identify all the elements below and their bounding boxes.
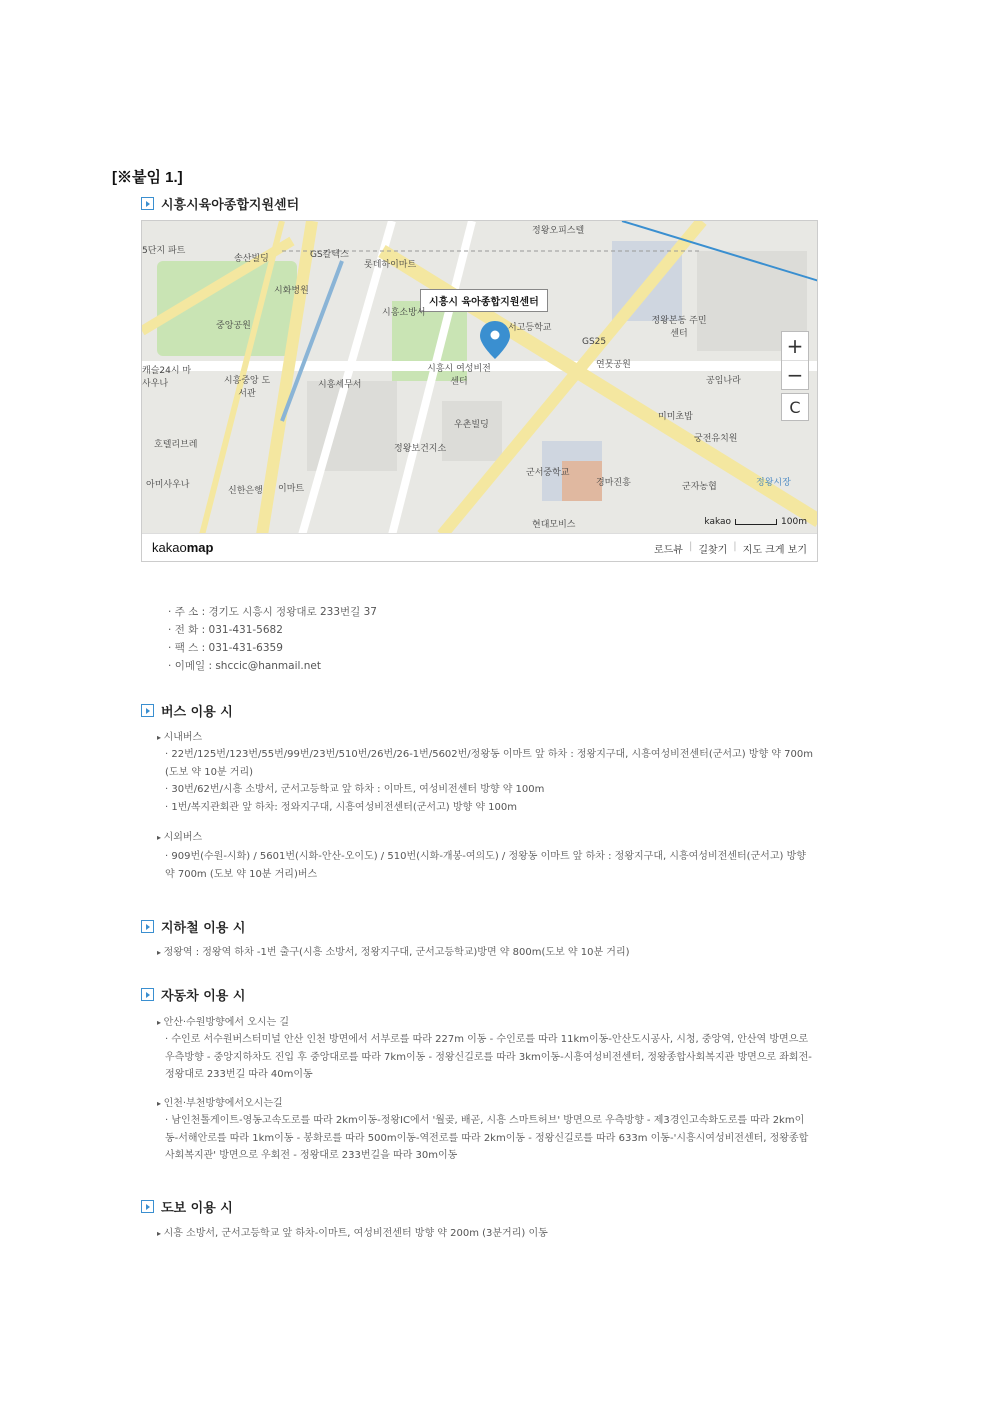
map-label: 캐슬24시 마사우나 <box>142 366 192 389</box>
car-title: 자동차 이용 시 <box>161 989 246 1004</box>
walk-text: ▸ 시흥 소방서, 군서고등학교 앞 하차-이마트, 여성비전센터 방향 약 200m (3분거리) 이동 <box>157 1224 548 1239</box>
arrow-box-icon <box>141 1200 154 1213</box>
map-label: 정왕보건지소 <box>394 444 447 454</box>
map-label: 정왕시장 <box>756 478 791 488</box>
car-section-title <box>141 985 245 1004</box>
view-larger-map-link[interactable]: 지도 크게 보기 <box>742 545 807 556</box>
bus-section-title <box>141 701 233 720</box>
map-label: 신한은행 <box>228 486 263 496</box>
refresh-button[interactable]: C <box>781 393 809 421</box>
city-bus-item: · 1번/복지관회관 앞 하차: 정와지구대, 시흥여성비전센터(군서고) 방향 약 100m <box>165 799 815 817</box>
map-callout: 시흥시 육아종합지원센터 <box>420 289 548 312</box>
map-label: 정왕본동 주민센터 <box>651 316 707 339</box>
map-label: GS25 <box>582 337 607 347</box>
map-label: 아미사우나 <box>146 480 190 490</box>
map-label: 시흥세무서 <box>318 380 362 390</box>
walk-section-title <box>141 1197 233 1216</box>
map-label: 롯데하이마트 <box>364 260 417 270</box>
map-widget[interactable] <box>141 220 818 562</box>
map-scale <box>704 517 807 527</box>
arrow-box-icon <box>141 988 154 1001</box>
kakaomap-logo: kakaomap <box>152 540 214 555</box>
city-bus-item: · 30번/62번/시흥 소방서, 군서고등학교 앞 하차 : 이마트, 여성비전센터 방향 약 100m <box>165 781 815 799</box>
scale-brand: kakao <box>704 517 732 527</box>
center-section-title <box>141 194 299 213</box>
phone: · 전 화 : 031-431-5682 <box>168 621 377 639</box>
scale-value: 100m <box>781 517 807 527</box>
arrow-box-icon <box>141 197 154 210</box>
roadview-link[interactable]: 로드뷰 <box>653 545 683 556</box>
city-bus-item: · 22번/125번/123번/55번/99번/23번/510번/26번/26-1번/5602번/정왕동 이마트 앞 하차 : 정왕지구대, 시흥여성비전센터(군서고) 방향 약 700m (도보 약 10분 거리) <box>165 746 815 781</box>
bus-title: 버스 이용 시 <box>161 705 233 720</box>
attachment-title: [※붙임 1.] <box>112 169 183 186</box>
map-label: 호텔리브레 <box>154 440 198 450</box>
map-label: 공임나라 <box>706 376 741 386</box>
map-label: 현대모비스 <box>532 520 576 530</box>
map-label: 궁전유치원 <box>694 434 738 444</box>
map-label: 시흥시 여성비전센터 <box>427 364 491 387</box>
directions-link[interactable]: 길찾기 <box>698 545 728 556</box>
map-footer <box>142 533 817 561</box>
subway-text: ▸ 정왕역 : 정왕역 하차 -1번 출구(시흥 소방서, 정왕지구대, 군서고등학교)방면 약 800m(도보 약 10분 거리) <box>157 943 630 958</box>
zoom-control <box>781 331 809 390</box>
map-label: 시흥중앙 도서관 <box>223 376 271 399</box>
intercity-bus-label: ▸ 시외버스 <box>157 828 202 843</box>
intercity-bus-item: · 909번(수원-시화) / 5601번(시화-안산-오이도) / 510번(시화-개봉-여의도) / 정왕동 이마트 앞 하차 : 정왕지구대, 시흥여성비전센터(군서고) 방향 약 700m (도보 약 10분 거리)버스 <box>165 848 815 883</box>
map-label: 송산빌딩 <box>234 254 269 264</box>
car-route1: · 수인로 서수원버스터미널 안산 인천 방면에서 서부로를 따라 227m 이동 - 수인로를 따라 11km이동-안산도시공사, 시청, 중앙역, 안산역 방면으로 우측방향 - 중앙지하차도 진입 후 중앙대로를 따라 7km이동 - 정왕신길로를 따라 3km이동-시흥여성비전센터, 정왕종합사회복지관 방면으로 좌회전-정왕대로 233번길 따라 40m이동 <box>165 1031 815 1084</box>
map-label: 미미초밥 <box>658 412 693 422</box>
map-label: 시화병원 <box>274 286 309 296</box>
address: · 주 소 : 경기도 시흥시 정왕대로 233번길 37 <box>168 603 377 621</box>
zoom-in-button[interactable]: + <box>786 334 804 358</box>
contact-info <box>168 603 377 675</box>
arrow-box-icon <box>141 704 154 717</box>
city-bus-label: ▸ 시내버스 <box>157 728 202 743</box>
subway-title: 지하철 이용 시 <box>161 921 246 936</box>
car-route2-label: ▸ 인천·부천방향에서오시는길 <box>157 1094 283 1109</box>
map-label: 경마진흥 <box>596 478 631 488</box>
zoom-out-button[interactable]: − <box>782 360 808 389</box>
map-label: 중앙공원 <box>216 321 251 331</box>
map-label: GS칼텍스 <box>310 250 349 260</box>
map-label: 이마트 <box>278 484 305 494</box>
map-links: 로드뷰 | 길찾기 | 지도 크게 보기 <box>653 541 807 556</box>
map-label: 5단지 파트 <box>142 246 186 256</box>
car-route2: · 남인천톨게이트-영동고속도로를 따라 2km이동-정왕IC에서 '월곶, 배곧, 시흥 스마트허브' 방면으로 우측방향 - 제3경인고속화도로를 따라 2km이동-서해안로를 따라 1km이동 - 봉화로를 따라 500m이동-역전로를 따라 2km이동 - 정왕신길로를 따라 633m 이동-'시흥시여성비전센터, 정왕종합사회복지관' 방면으로 우회전 - 정왕대로 233번길을 따라 30m이동 <box>165 1112 815 1165</box>
subway-section-title <box>141 917 245 936</box>
walk-title: 도보 이용 시 <box>161 1201 233 1216</box>
email: · 이메일 : shccic@hanmail.net <box>168 657 377 675</box>
center-title: 시흥시육아종합지원센터 <box>161 198 300 213</box>
map-label: 시흥소방서 <box>382 308 426 318</box>
map-label: 군서중학교 <box>526 468 570 478</box>
map-label: 우촌빌딩 <box>454 420 489 430</box>
scale-line <box>735 519 777 525</box>
map-label: 서고등학교 <box>508 323 552 333</box>
map-label: 연못공원 <box>596 360 631 370</box>
fax: · 팩 스 : 031-431-6359 <box>168 639 377 657</box>
map-label: 정왕오피스텔 <box>532 226 585 236</box>
map-label: 군자농협 <box>682 482 717 492</box>
arrow-box-icon <box>141 920 154 933</box>
car-route1-label: ▸ 안산·수원방향에서 오시는 길 <box>157 1013 289 1028</box>
